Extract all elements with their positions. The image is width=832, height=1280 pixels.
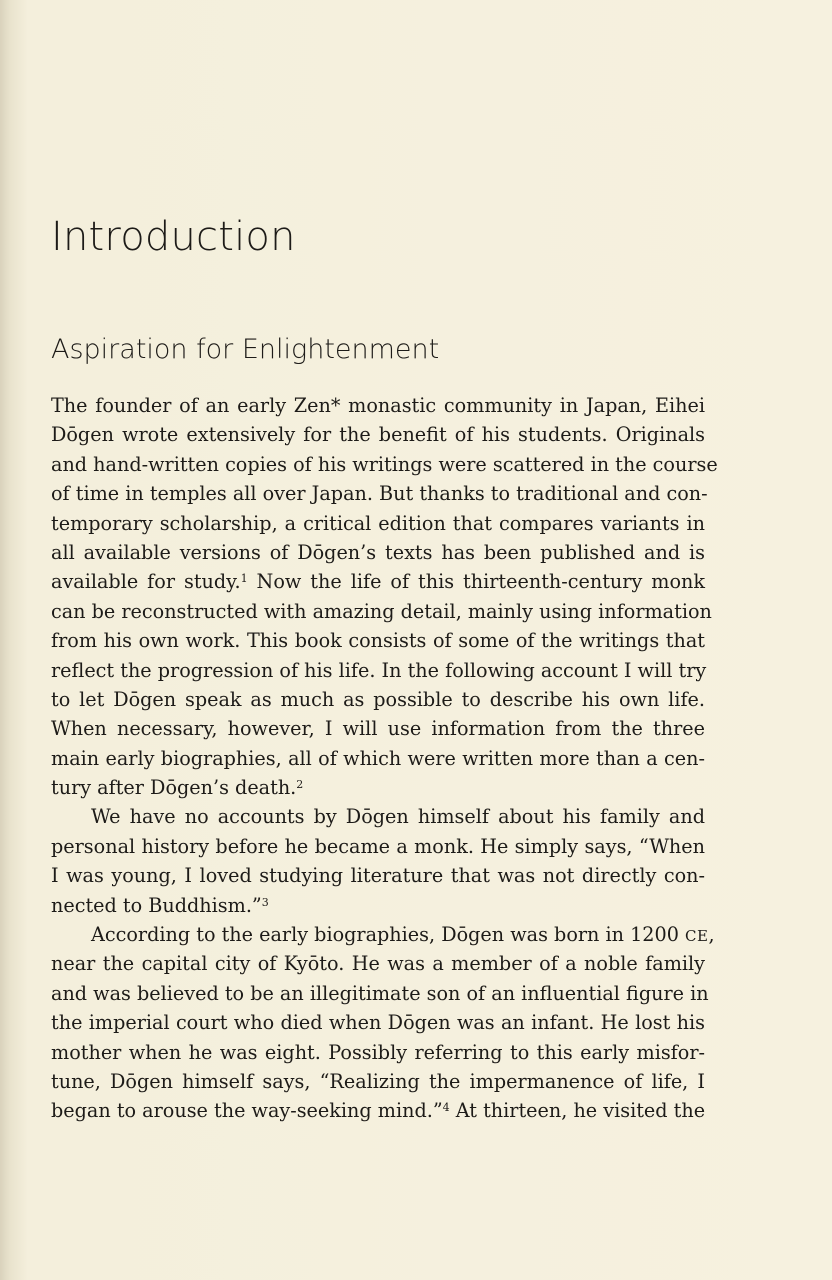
line-text: tune, Dōgen himself says, “Realizing the impermanence of life, I xyxy=(51,1069,705,1093)
text-line xyxy=(51,479,708,508)
line-text: the imperial court who died when Dōgen was an infant. He lost his xyxy=(51,1011,705,1035)
text-line xyxy=(51,685,705,714)
footnote-marker[interactable]: 3 xyxy=(261,895,269,909)
text-line xyxy=(51,920,715,949)
text-line xyxy=(51,1096,705,1125)
line-text: temporary scholarship, a critical edition that compares variants in xyxy=(51,511,705,535)
text-line xyxy=(51,773,705,802)
line-text: When necessary, however, I will use information from the three xyxy=(51,717,705,741)
text-line xyxy=(51,626,705,655)
line-text: can be reconstructed with amazing detail, mainly using information xyxy=(51,599,712,623)
text-line xyxy=(51,1038,705,1067)
text-line xyxy=(51,861,705,890)
line-text: We have no accounts by Dōgen himself about his family and xyxy=(91,805,705,829)
text-line xyxy=(51,1008,705,1037)
line-text: According to the early biographies, Dōgen was born in 1200 xyxy=(91,923,686,947)
line-text: Dōgen wrote extensively for the benefit of his students. Originals xyxy=(51,423,705,447)
line-text: from his own work. This book consists of some of the writings that xyxy=(51,629,705,653)
footnote-marker[interactable]: 4 xyxy=(442,1101,450,1115)
text-line xyxy=(51,656,705,685)
text-line xyxy=(51,979,709,1008)
line-text: tury after Dōgen’s death. xyxy=(51,776,297,800)
text-line xyxy=(51,744,705,773)
line-text: nected to Buddhism.” xyxy=(51,893,262,917)
footnote-marker[interactable]: 2 xyxy=(296,778,304,792)
text-line xyxy=(51,597,712,626)
text-line xyxy=(51,714,705,743)
line-text: mother when he was eight. Possibly referring to this early misfor- xyxy=(51,1040,705,1064)
chapter-title: Introduction xyxy=(51,214,296,260)
line-text: began to arouse the way-seeking mind.” xyxy=(51,1099,443,1123)
line-text: and hand-written copies of his writings were scattered in the course xyxy=(51,452,718,476)
line-text: all available versions of Dōgen’s texts has been published and is xyxy=(51,540,705,564)
text-line xyxy=(51,450,718,479)
body-text xyxy=(51,391,718,1126)
footnote-marker[interactable]: 1 xyxy=(240,572,248,586)
text-line xyxy=(51,891,705,920)
text-line xyxy=(51,391,705,420)
line-text: reflect the progression of his life. In the following account I will try xyxy=(51,658,707,682)
line-text-continued: Now the life of this thirteenth-century monk xyxy=(247,570,705,594)
text-line xyxy=(51,509,705,538)
line-text: and was believed to be an illegitimate son of an influential figure in xyxy=(51,981,709,1005)
line-text-continued: At thirteen, he visited the xyxy=(449,1099,706,1123)
text-line xyxy=(51,420,705,449)
small-caps-text: CE xyxy=(685,927,709,946)
line-text: personal history before he became a monk. He simply says, “When xyxy=(51,834,705,858)
text-line xyxy=(51,832,705,861)
line-text-continued: , xyxy=(708,923,715,947)
text-line xyxy=(51,949,705,978)
line-text: of time in temples all over Japan. But thanks to traditional and con- xyxy=(51,482,708,506)
line-text: main early biographies, all of which were written more than a cen- xyxy=(51,746,705,770)
line-text: The founder of an early Zen* monastic community in Japan, Eihei xyxy=(51,394,705,417)
text-line xyxy=(51,538,705,567)
line-text: available for study. xyxy=(51,570,241,594)
line-text: I was young, I loved studying literature that was not directly con- xyxy=(51,864,705,888)
text-line xyxy=(51,567,705,596)
line-text: near the capital city of Kyōto. He was a member of a noble family xyxy=(51,952,705,976)
text-line xyxy=(51,802,705,831)
line-text: to let Dōgen speak as much as possible to describe his own life. xyxy=(51,687,705,711)
text-line xyxy=(51,1067,705,1096)
section-title: Aspiration for Enlightenment xyxy=(51,334,440,365)
